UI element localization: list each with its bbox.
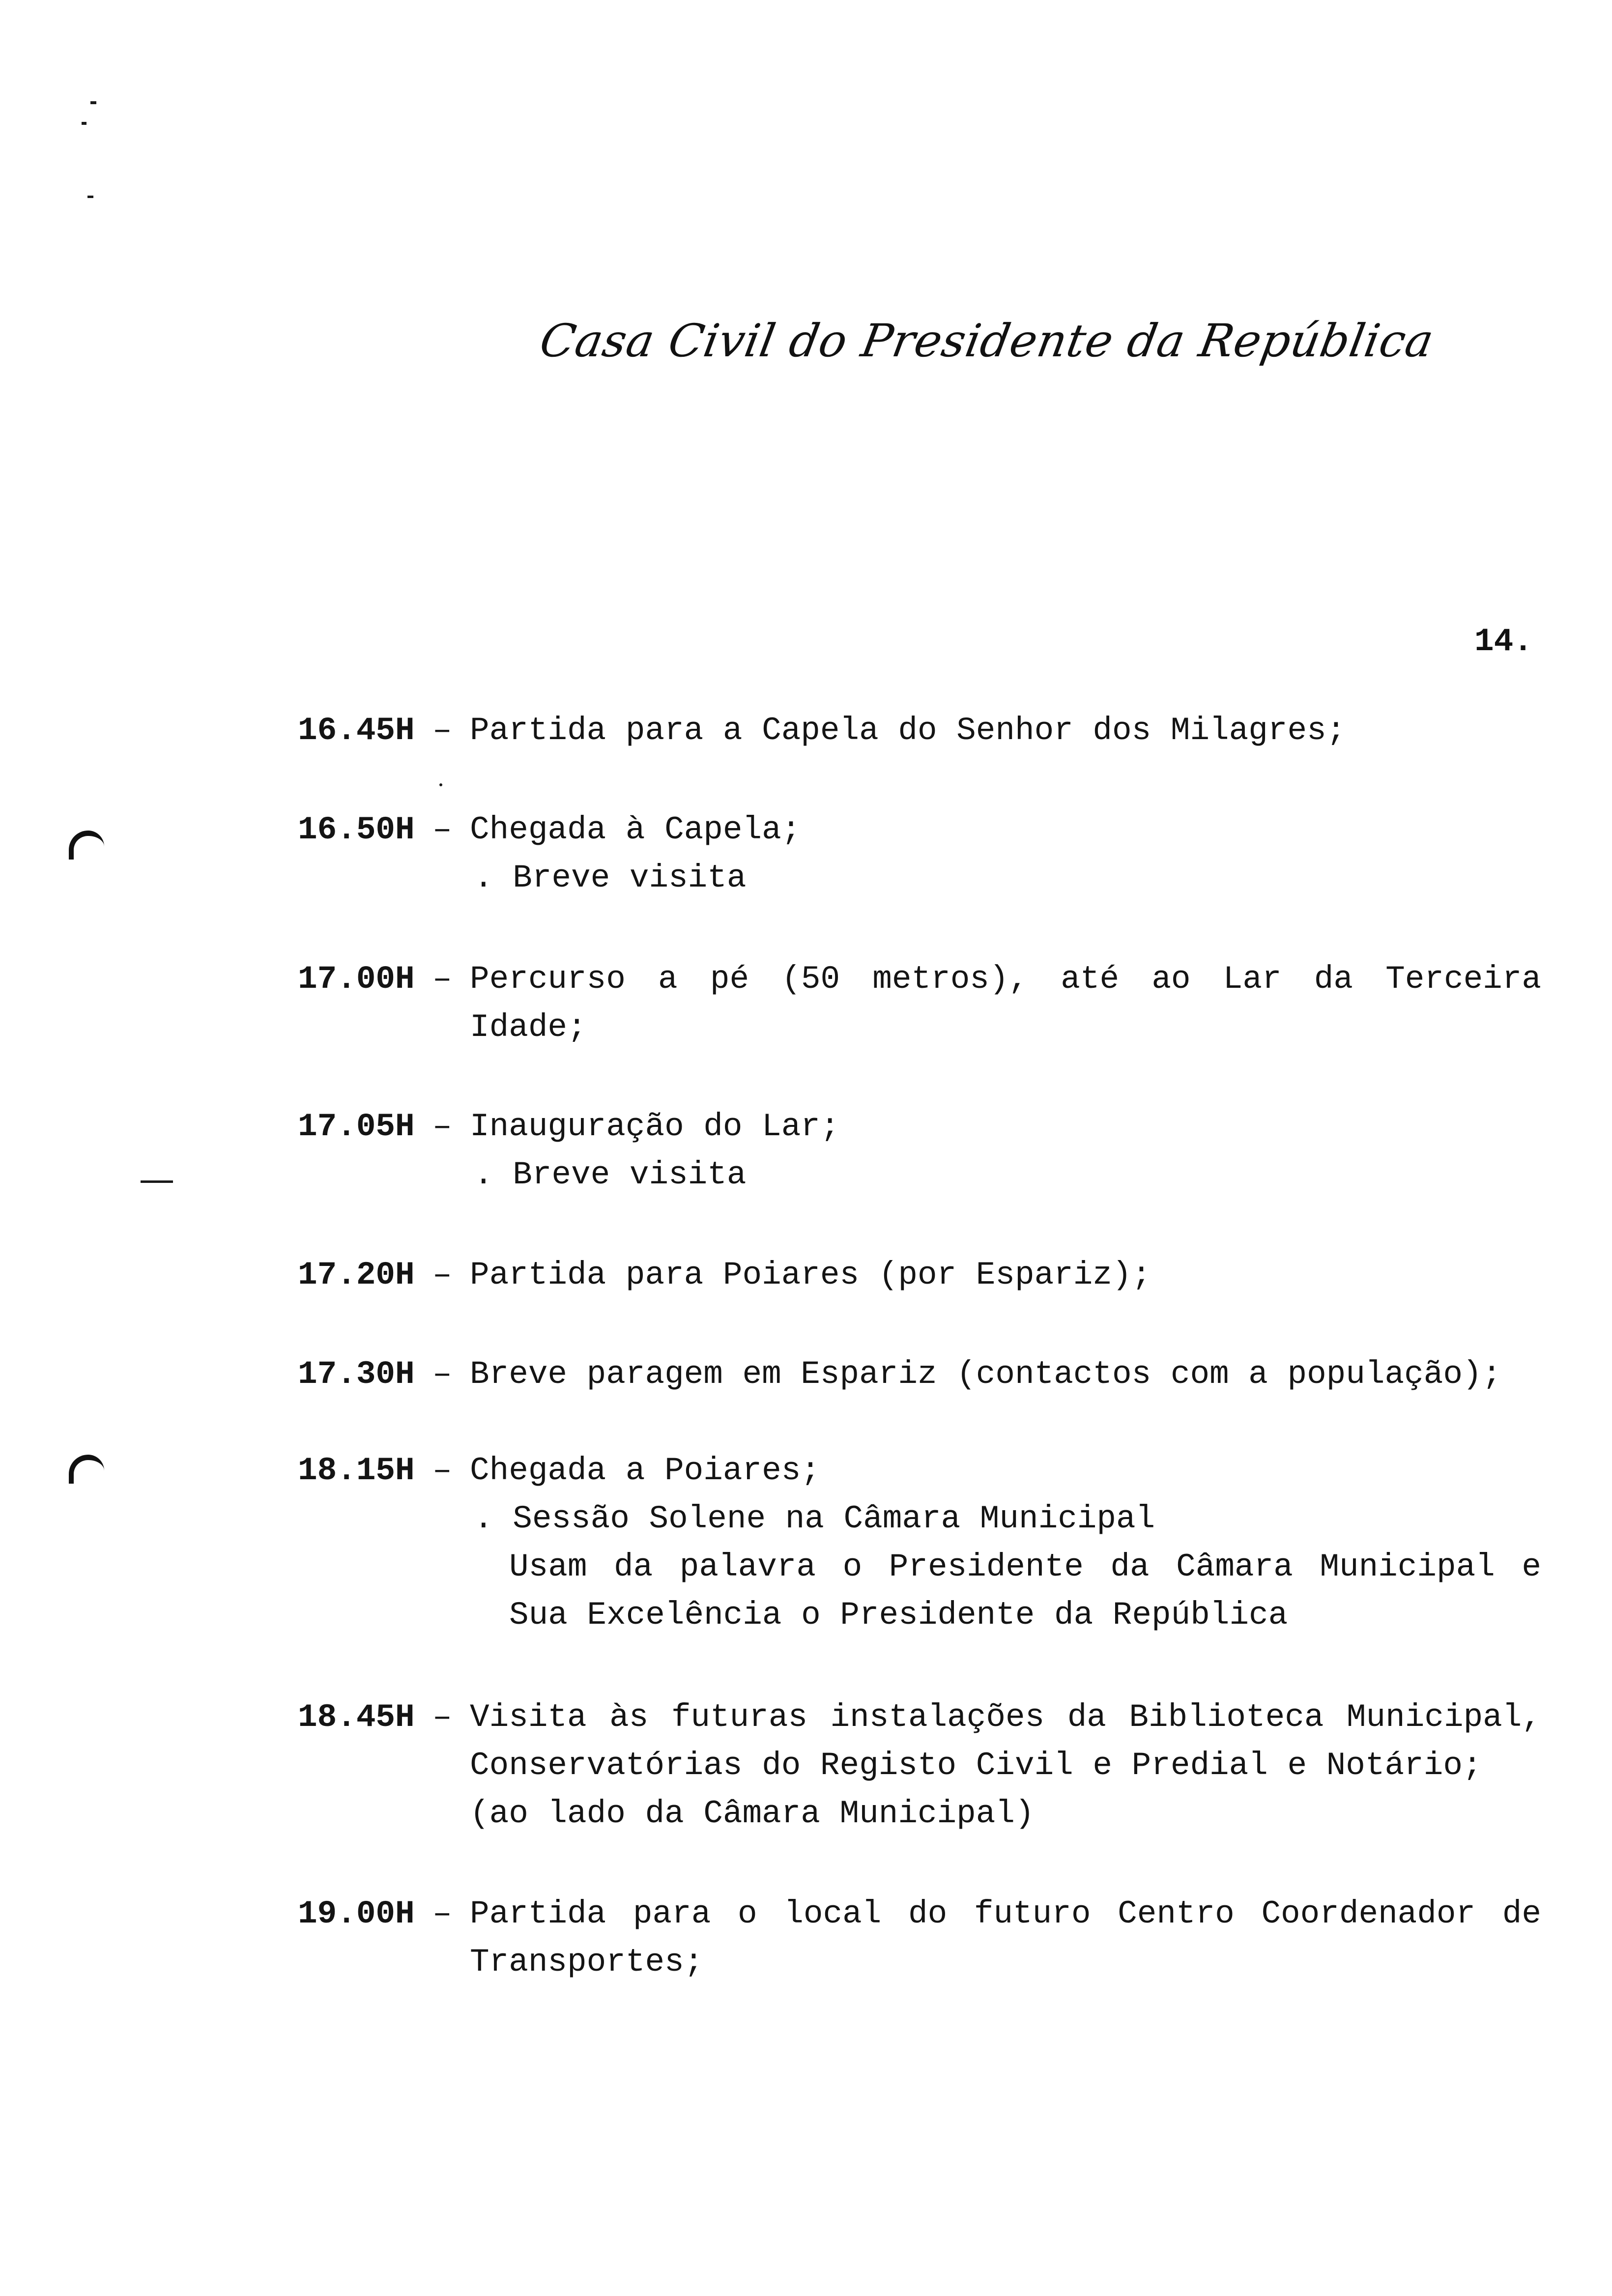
entry-line: Idade; bbox=[470, 1009, 587, 1046]
entry-dash: – bbox=[432, 1452, 452, 1489]
margin-mark bbox=[90, 101, 96, 104]
entry-line: Breve paragem em Espariz (contactos com a população); bbox=[470, 1356, 1502, 1393]
entry-line: Partida para o local do futuro Centro Coordenador de bbox=[470, 1895, 1541, 1932]
entry-dash: – bbox=[432, 1257, 452, 1293]
stray-dot bbox=[439, 783, 442, 786]
entry-line: Partida para Poiares (por Espariz); bbox=[470, 1257, 1151, 1293]
binder-hole-mark bbox=[69, 1455, 104, 1484]
margin-mark bbox=[87, 196, 93, 198]
entry-line: Chegada à Capela; bbox=[470, 811, 801, 848]
entry-line: Partida para a Capela do Senhor dos Milagres; bbox=[470, 712, 1346, 749]
entry-time: 17.05H bbox=[298, 1108, 415, 1145]
entry-time: 18.45H bbox=[298, 1699, 415, 1736]
binder-hole-mark bbox=[69, 831, 104, 860]
entry-time: 17.00H bbox=[298, 961, 415, 998]
entry-bullet: . Breve visita bbox=[474, 1156, 747, 1193]
entry-bullet: . Breve visita bbox=[474, 860, 747, 896]
entry-line: Transportes; bbox=[470, 1944, 704, 1980]
entry-line: Usam da palavra o Presidente da Câmara Municipal e bbox=[509, 1549, 1541, 1585]
entry-time: 17.30H bbox=[298, 1356, 415, 1393]
entry-bullet: . Sessão Solene na Câmara Municipal bbox=[474, 1500, 1155, 1537]
entry-time: 16.45H bbox=[298, 712, 415, 749]
entry-line: Sua Excelência o Presidente da República bbox=[509, 1597, 1288, 1634]
entry-body bbox=[470, 1251, 1541, 1299]
entry-body bbox=[470, 1890, 1541, 1986]
entry-dash: – bbox=[432, 1699, 452, 1736]
entry-dash: – bbox=[432, 1108, 452, 1145]
entry-body bbox=[470, 1447, 1541, 1639]
entry-body bbox=[470, 806, 1541, 902]
entry-line: Percurso a pé (50 metros), até ao Lar da Terceira bbox=[470, 961, 1541, 998]
entry-dash: – bbox=[432, 1895, 452, 1932]
entry-dash: – bbox=[432, 961, 452, 998]
entry-line: Inauguração do Lar; bbox=[470, 1108, 840, 1145]
page-number: 14. bbox=[1474, 623, 1533, 660]
entry-line: (ao lado da Câmara Municipal) bbox=[470, 1795, 1035, 1832]
entry-time: 18.15H bbox=[298, 1452, 415, 1489]
entry-body bbox=[470, 1693, 1541, 1838]
letterhead: Casa Civil do Presidente da República bbox=[536, 315, 1438, 367]
entry-dash: – bbox=[432, 811, 452, 848]
entry-time: 19.00H bbox=[298, 1895, 415, 1932]
entry-dash: – bbox=[432, 712, 452, 749]
entry-time: 17.20H bbox=[298, 1257, 415, 1293]
entry-body bbox=[470, 1350, 1541, 1399]
entry-body bbox=[470, 1103, 1541, 1199]
entry-body bbox=[470, 707, 1541, 755]
margin-line bbox=[141, 1180, 173, 1183]
entry-body bbox=[470, 955, 1541, 1052]
entry-dash: – bbox=[432, 1356, 452, 1393]
margin-mark bbox=[82, 122, 86, 125]
entry-time: 16.50H bbox=[298, 811, 415, 848]
entry-line: Chegada a Poiares; bbox=[470, 1452, 820, 1489]
entry-line: Conservatórias do Registo Civil e Predial e Notário; bbox=[470, 1747, 1482, 1784]
entry-line: Visita às futuras instalações da Biblioteca Municipal, bbox=[470, 1699, 1541, 1736]
